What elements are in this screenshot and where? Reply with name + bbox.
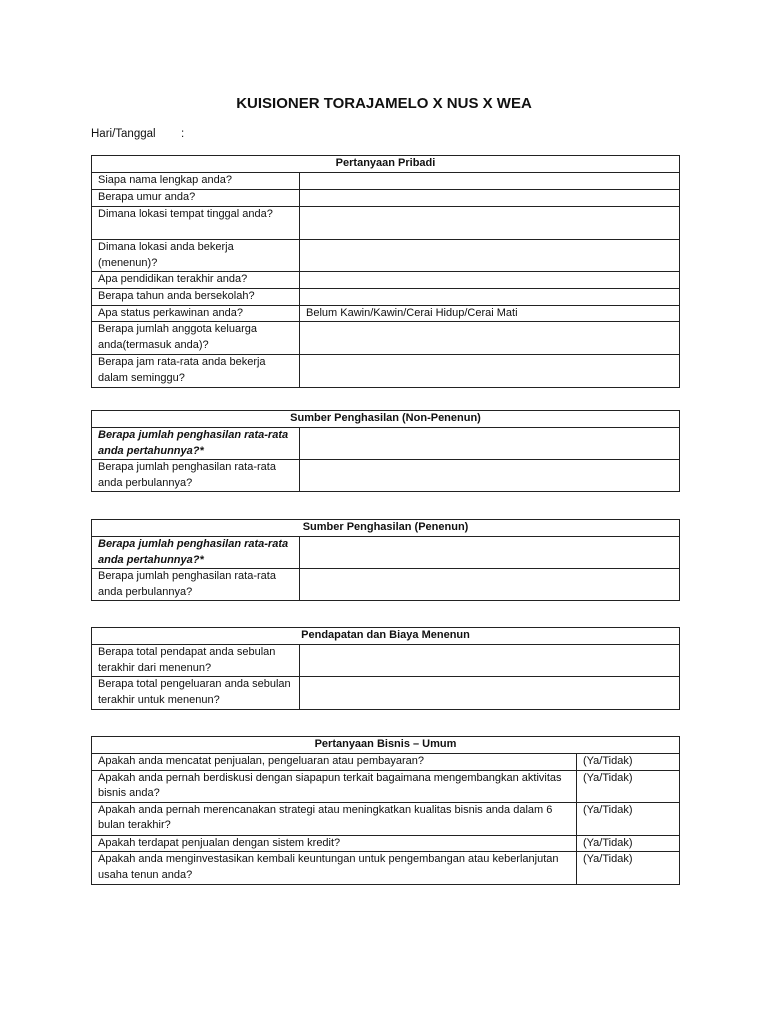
table-header: Sumber Penghasilan (Penenun) bbox=[92, 520, 680, 537]
question-cell: Apakah anda pernah merencanakan strategi atau meningkatkan kualitas bisnis anda dalam 6 bulan terakhir? bbox=[92, 802, 577, 835]
table-row bbox=[92, 289, 680, 306]
table-row bbox=[92, 645, 680, 677]
table-row bbox=[92, 190, 680, 207]
answer-cell[interactable]: Belum Kawin/Kawin/Cerai Hidup/Cerai Mati bbox=[300, 305, 680, 322]
question-cell: Berapa jumlah anggota keluarga anda(termasuk anda)? bbox=[92, 322, 300, 355]
table-header: Pendapatan dan Biaya Menenun bbox=[92, 628, 680, 645]
answer-cell[interactable] bbox=[300, 272, 680, 289]
table-row bbox=[92, 677, 680, 710]
answer-cell[interactable] bbox=[300, 569, 680, 601]
answer-cell[interactable] bbox=[300, 240, 680, 272]
answer-cell[interactable] bbox=[300, 355, 680, 388]
table-personal-questions bbox=[91, 155, 680, 388]
question-cell: Berapa jumlah penghasilan rata-rata anda perbulannya? bbox=[92, 460, 300, 492]
yes-no-cell[interactable]: (Ya/Tidak) bbox=[577, 754, 680, 771]
date-field-colon: : bbox=[181, 128, 185, 140]
table-row bbox=[92, 355, 680, 388]
table-row bbox=[92, 305, 680, 322]
answer-cell[interactable] bbox=[300, 460, 680, 492]
table-row bbox=[92, 322, 680, 355]
question-cell: Apa pendidikan terakhir anda? bbox=[92, 272, 300, 289]
table-header: Pertanyaan Bisnis – Umum bbox=[92, 737, 680, 754]
table-row bbox=[92, 754, 680, 771]
table-row bbox=[92, 428, 680, 460]
table-row bbox=[92, 802, 680, 835]
yes-no-cell[interactable]: (Ya/Tidak) bbox=[577, 802, 680, 835]
table-income-non-weaver bbox=[91, 410, 680, 492]
question-cell: Apa status perkawinan anda? bbox=[92, 305, 300, 322]
table-row bbox=[92, 240, 680, 272]
date-field-label: Hari/Tanggal bbox=[91, 128, 156, 140]
answer-cell[interactable] bbox=[300, 322, 680, 355]
table-income-weaver bbox=[91, 519, 680, 601]
answer-cell[interactable] bbox=[300, 428, 680, 460]
question-cell: Dimana lokasi tempat tinggal anda? bbox=[92, 207, 300, 240]
answer-cell[interactable] bbox=[300, 289, 680, 306]
question-cell: Berapa jumlah penghasilan rata-rata anda pertahunnya?* bbox=[92, 537, 300, 569]
answer-cell[interactable] bbox=[300, 173, 680, 190]
question-cell: Apakah anda menginvestasikan kembali keuntungan untuk pengembangan atau keberlanjutan usaha tenun anda? bbox=[92, 852, 577, 885]
question-cell: Berapa jumlah penghasilan rata-rata anda pertahunnya?* bbox=[92, 428, 300, 460]
answer-cell[interactable] bbox=[300, 207, 680, 240]
table-row bbox=[92, 207, 680, 240]
question-cell: Berapa jam rata-rata anda bekerja dalam seminggu? bbox=[92, 355, 300, 388]
question-cell: Berapa jumlah penghasilan rata-rata anda perbulannya? bbox=[92, 569, 300, 601]
question-cell: Apakah terdapat penjualan dengan sistem kredit? bbox=[92, 835, 577, 852]
table-business-general bbox=[91, 736, 680, 885]
answer-cell[interactable] bbox=[300, 190, 680, 207]
yes-no-cell[interactable]: (Ya/Tidak) bbox=[577, 852, 680, 885]
question-cell: Apakah anda mencatat penjualan, pengeluaran atau pembayaran? bbox=[92, 754, 577, 771]
answer-cell[interactable] bbox=[300, 645, 680, 677]
document-title: KUISIONER TORAJAMELO X NUS X WEA bbox=[236, 95, 532, 112]
table-header: Pertanyaan Pribadi bbox=[92, 156, 680, 173]
table-header: Sumber Penghasilan (Non-Penenun) bbox=[92, 411, 680, 428]
question-cell: Dimana lokasi anda bekerja (menenun)? bbox=[92, 240, 300, 272]
question-cell: Berapa total pengeluaran anda sebulan terakhir untuk menenun? bbox=[92, 677, 300, 710]
table-row bbox=[92, 460, 680, 492]
question-cell: Apakah anda pernah berdiskusi dengan siapapun terkait bagaimana mengembangkan aktivitas bisnis anda? bbox=[92, 770, 577, 802]
table-row bbox=[92, 537, 680, 569]
table-weaving-income-cost bbox=[91, 627, 680, 710]
table-row bbox=[92, 569, 680, 601]
table-row bbox=[92, 173, 680, 190]
yes-no-cell[interactable]: (Ya/Tidak) bbox=[577, 835, 680, 852]
question-cell: Berapa umur anda? bbox=[92, 190, 300, 207]
question-cell: Berapa total pendapat anda sebulan terakhir dari menenun? bbox=[92, 645, 300, 677]
date-field bbox=[91, 128, 185, 140]
table-row bbox=[92, 852, 680, 885]
question-cell: Berapa tahun anda bersekolah? bbox=[92, 289, 300, 306]
table-row bbox=[92, 272, 680, 289]
table-row bbox=[92, 770, 680, 802]
answer-cell[interactable] bbox=[300, 677, 680, 710]
answer-cell[interactable] bbox=[300, 537, 680, 569]
question-cell: Siapa nama lengkap anda? bbox=[92, 173, 300, 190]
yes-no-cell[interactable]: (Ya/Tidak) bbox=[577, 770, 680, 802]
table-row bbox=[92, 835, 680, 852]
